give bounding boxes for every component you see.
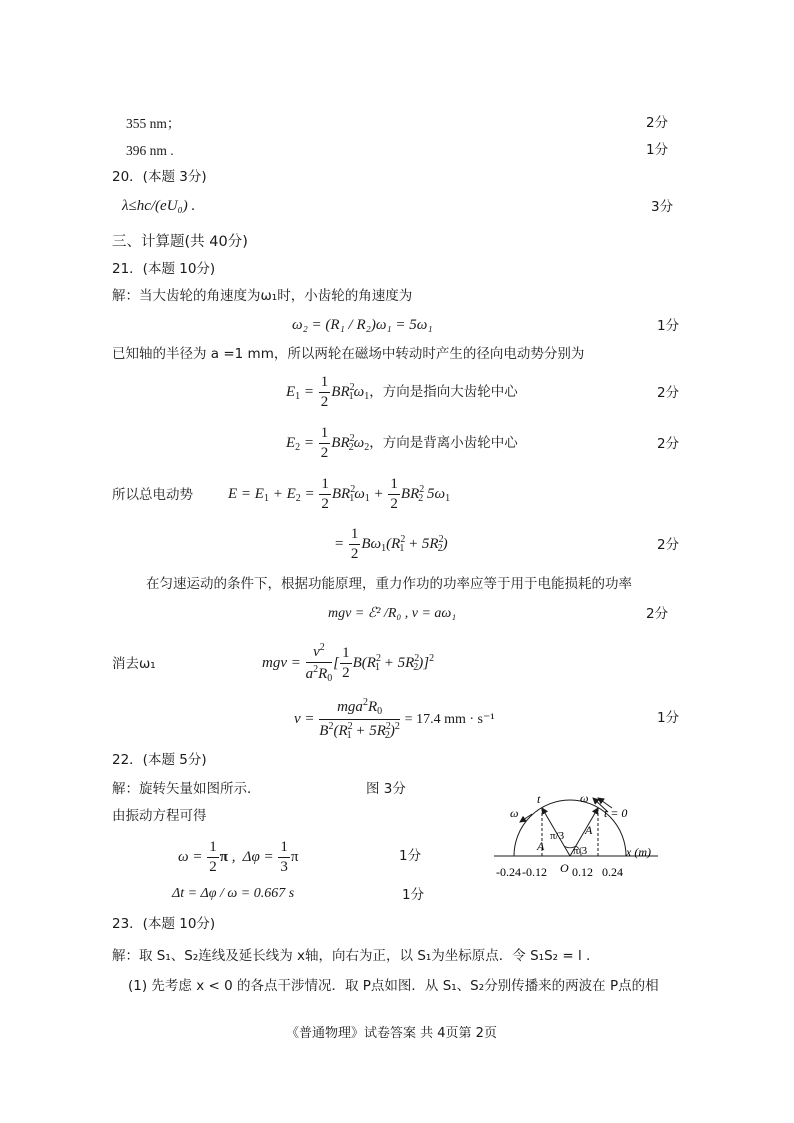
score-q21-omega: 1分 <box>657 318 680 334</box>
label-t-top: t <box>537 792 541 806</box>
page-footer: 《普通物理》试卷答案 共 4页第 2页 <box>286 1026 497 1041</box>
tick-minus-0-24: -0.24 <box>496 865 521 879</box>
q20-expression: λ≤hc/(eU₀) . <box>122 198 196 214</box>
tick-minus-0-12: -0.12 <box>522 865 547 879</box>
q21-total-label: 所以总电动势 <box>112 487 193 503</box>
q21-e1-direction: ，方向是指向大齿轮中心 <box>369 383 518 400</box>
q21-eq-e1: $E_1$ = $\frac{1}{2}$ $BR^2_1\omega_1$，方向是指向大齿轮中心 <box>286 374 518 410</box>
label-pi-third-a: π/3 <box>550 830 565 842</box>
tick-0-12: 0.12 <box>572 865 593 879</box>
label-origin: O <box>560 861 569 875</box>
score-q21-e2: 2分 <box>657 436 680 452</box>
q23-intro: 解：取 S₁、S₂连线及延长线为 x轴，向右为正，以 S₁为坐标原点．令 S₁S₂ = l . <box>112 948 591 964</box>
tick-0-24: 0.24 <box>602 865 623 879</box>
score-355: 2分 <box>646 115 669 131</box>
q21-eq-v: v = $\frac{mga^2R_0}{B^2(R^2_1 + 5R^2_2)^2}$ = 17.4 mm · s⁻¹ <box>294 697 495 741</box>
q21-v-value: = 17.4 mm · s⁻¹ <box>404 711 495 727</box>
q23-part1: (1) 先考虑 x < 0 的各点干涉情况．取 P点如图．从 S₁、S₂分别传播来的两波在 P点的相 <box>128 978 659 994</box>
q21-eq-power: mgv = ℰ² /R₀ , v = aω₁ <box>328 606 457 621</box>
q23-heading: 23．(本题 10分) <box>112 916 216 932</box>
q20-heading: 20．(本题 3分) <box>112 169 207 185</box>
score-q22-omega: 1分 <box>399 848 422 864</box>
score-q21-power: 2分 <box>646 606 669 622</box>
q21-eliminate-label: 消去ω₁ <box>112 656 156 672</box>
q22-figure-score: 图 3分 <box>366 781 406 797</box>
q21-eq-mgv: mgv = $\frac{v^2}{a^2R_0}$ [ $\frac{1}{2}$ $B(R^2_1 + 5R^2_2)]^2$ <box>262 642 435 684</box>
q21-eq-e2: $E_2$ = $\frac{1}{2}$ $BR^2_2\omega_2$，方向是背离小齿轮中心 <box>286 425 518 461</box>
line-396nm: 396 nm . <box>126 143 174 158</box>
label-omega-top: ω <box>580 791 589 805</box>
section-3-title: 三、计算题(共 40分) <box>112 234 248 250</box>
score-q21-v: 1分 <box>657 710 680 726</box>
label-t-zero: t = 0 <box>604 806 628 820</box>
q21-axis-radius: 已知轴的半径为 a =1 mm，所以两轮在磁场中转动时产生的径向电动势分别为 <box>112 346 585 362</box>
q21-eq-omega2: ω₂ = (R₁ / R₂)ω₁ = 5ω₁ <box>292 317 433 333</box>
label-vector-a-right: A <box>585 823 593 837</box>
score-396: 1分 <box>646 142 669 158</box>
q22-eq-dt: Δt = Δφ / ω = 0.667 s <box>172 886 295 901</box>
label-omega-left: ω <box>510 806 519 820</box>
score-q20: 3分 <box>651 199 674 215</box>
label-x-axis: x (m) <box>626 845 651 859</box>
q21-e2-direction: ，方向是背离小齿轮中心 <box>369 434 518 451</box>
q21-eq-total-emf-simplified: = $\frac{1}{2}$ $B\omega_1(R^2_1 + 5R^2_2)$ <box>334 526 448 562</box>
q22-heading: 22．(本题 5分) <box>112 752 207 768</box>
rotating-vector-figure <box>490 784 670 884</box>
q21-intro: 解：当大齿轮的角速度为ω₁时，小齿轮的角速度为 <box>112 288 413 304</box>
q22-intro: 解：旋转矢量如图所示． <box>112 781 261 797</box>
q21-heading: 21．(本题 10分) <box>112 261 216 277</box>
q21-eq-total-emf: $E = E_1 + E_2$ = $\frac{1}{2}$ $BR^2_1\omega_1$ + $\frac{1}{2}$ $BR^2_2$ $5\omega_1$ <box>228 476 451 512</box>
score-q21-total: 2分 <box>657 537 680 553</box>
label-vector-a-left: A <box>537 839 545 853</box>
score-q22-dt: 1分 <box>402 887 425 903</box>
score-q21-e1: 2分 <box>657 385 680 401</box>
q22-eq-omega: ω = $\frac{1}{2}$ π , Δφ = $\frac{1}{3}$ π <box>178 839 299 875</box>
q22-from-equation: 由振动方程可得 <box>112 808 207 824</box>
q21-energy-principle: 在匀速运动的条件下，根据功能原理，重力作功的功率应等于用于电能损耗的功率 <box>146 576 632 592</box>
line-355nm: 355 nm； <box>126 116 181 131</box>
label-pi-third-b: π/3 <box>573 845 588 857</box>
